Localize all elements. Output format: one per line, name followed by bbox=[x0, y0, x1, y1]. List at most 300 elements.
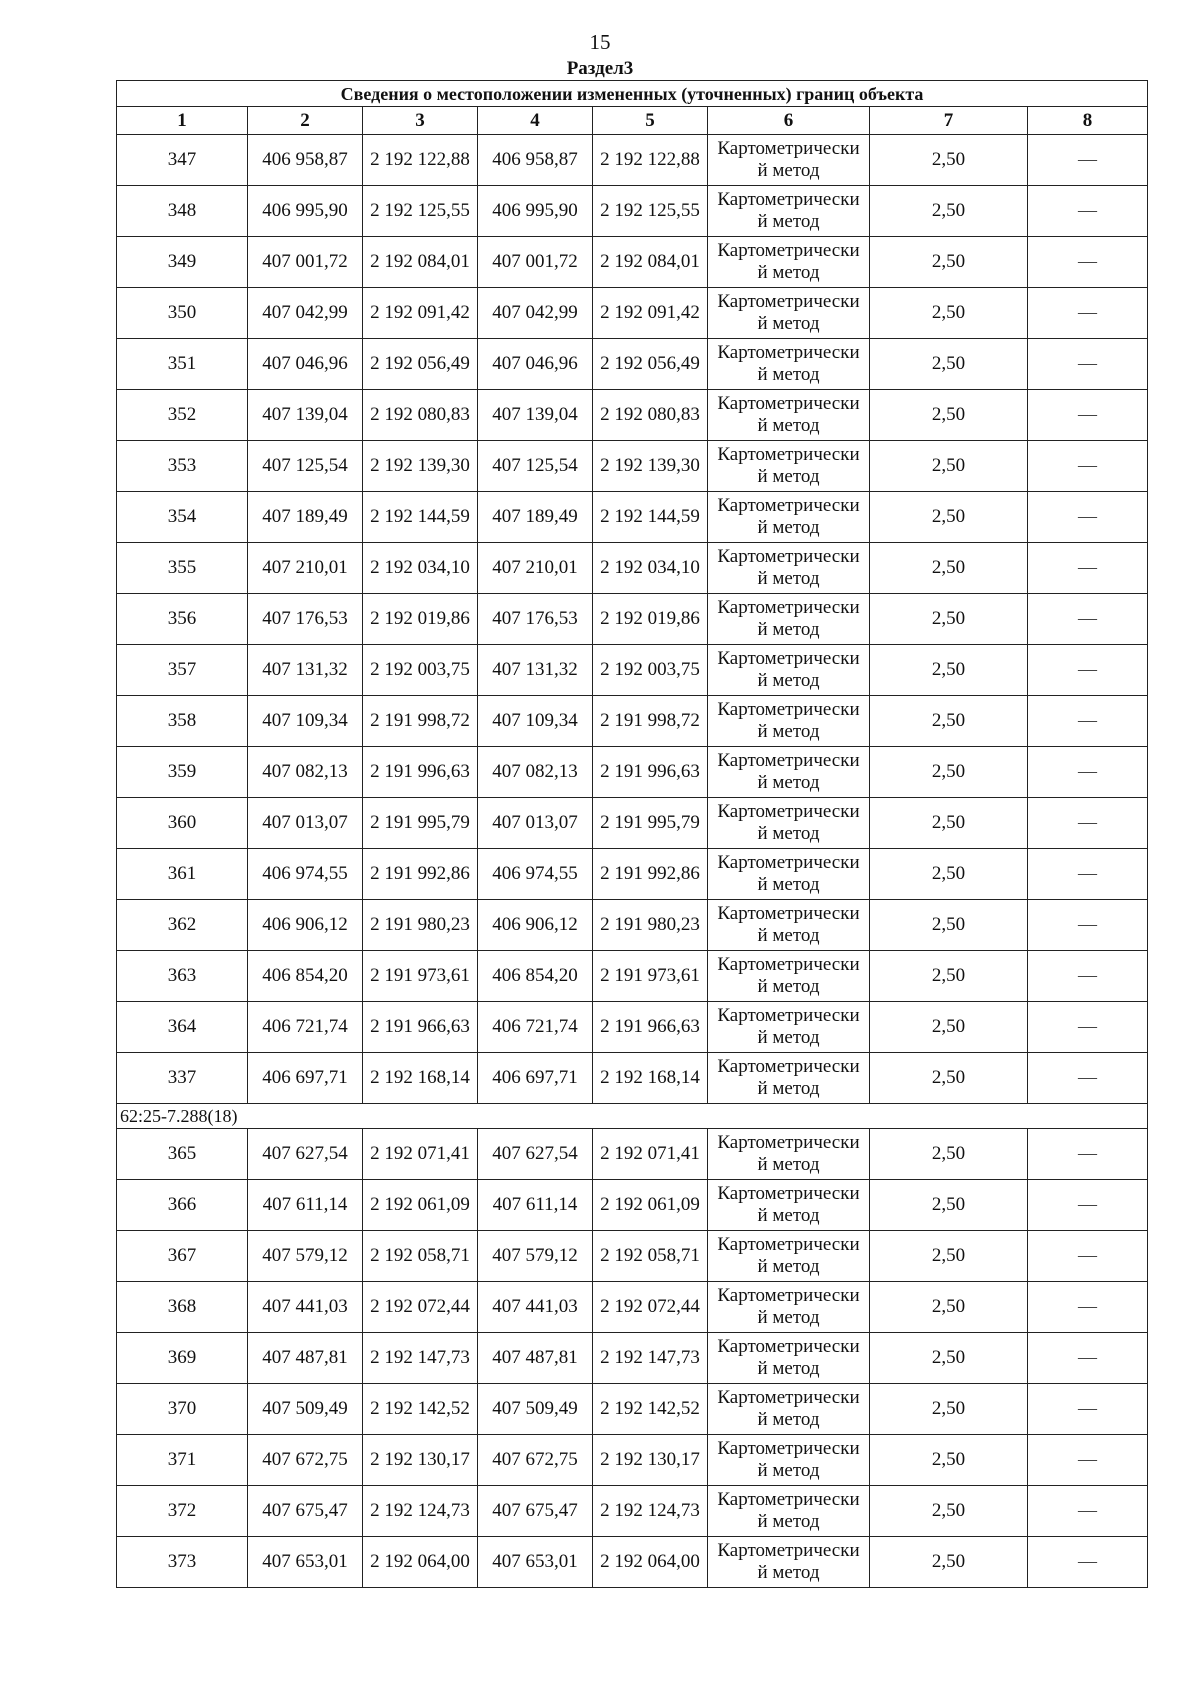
x-old-cell: 407 131,32 bbox=[248, 645, 363, 696]
method-text-line2: й метод bbox=[757, 466, 820, 487]
method-text-line1: Картометрически bbox=[717, 1336, 860, 1357]
y-old-cell: 2 191 980,23 bbox=[363, 900, 478, 951]
column-number: 1 bbox=[117, 107, 248, 135]
point-number-cell: 372 bbox=[117, 1486, 248, 1537]
method-cell bbox=[708, 1537, 870, 1588]
x-old-cell: 407 109,34 bbox=[248, 696, 363, 747]
x-old-cell: 406 995,90 bbox=[248, 186, 363, 237]
accuracy-cell: 2,50 bbox=[870, 1537, 1028, 1588]
x-new-cell: 407 627,54 bbox=[478, 1129, 593, 1180]
table-row bbox=[117, 339, 1148, 390]
y-new-cell: 2 192 147,73 bbox=[593, 1333, 708, 1384]
x-old-cell: 407 189,49 bbox=[248, 492, 363, 543]
method-cell bbox=[708, 849, 870, 900]
x-new-cell: 406 854,20 bbox=[478, 951, 593, 1002]
method-cell bbox=[708, 1231, 870, 1282]
x-old-cell: 407 013,07 bbox=[248, 798, 363, 849]
method-text-line2: й метод bbox=[757, 1409, 820, 1430]
x-old-cell: 407 046,96 bbox=[248, 339, 363, 390]
x-old-cell: 406 974,55 bbox=[248, 849, 363, 900]
table-row bbox=[117, 1129, 1148, 1180]
accuracy-cell: 2,50 bbox=[870, 1231, 1028, 1282]
y-old-cell: 2 192 142,52 bbox=[363, 1384, 478, 1435]
column8-dash-cell: — bbox=[1028, 135, 1148, 186]
x-new-cell: 407 675,47 bbox=[478, 1486, 593, 1537]
table-row bbox=[117, 441, 1148, 492]
point-number-cell: 354 bbox=[117, 492, 248, 543]
method-text-line1: Картометрически bbox=[717, 1132, 860, 1153]
y-new-cell: 2 191 995,79 bbox=[593, 798, 708, 849]
method-text-line2: й метод bbox=[757, 160, 820, 181]
table-row bbox=[117, 1180, 1148, 1231]
x-old-cell: 406 721,74 bbox=[248, 1002, 363, 1053]
method-text-line1: Картометрически bbox=[717, 495, 860, 516]
page-number: 15 bbox=[589, 30, 611, 54]
accuracy-cell: 2,50 bbox=[870, 951, 1028, 1002]
y-new-cell: 2 192 080,83 bbox=[593, 390, 708, 441]
table-row bbox=[117, 1053, 1148, 1104]
method-text-line1: Картометрически bbox=[717, 1438, 860, 1459]
column8-dash-cell: — bbox=[1028, 645, 1148, 696]
x-old-cell: 407 001,72 bbox=[248, 237, 363, 288]
method-text-line2: й метод bbox=[757, 1205, 820, 1226]
column-number: 3 bbox=[363, 107, 478, 135]
accuracy-cell: 2,50 bbox=[870, 492, 1028, 543]
accuracy-cell: 2,50 bbox=[870, 390, 1028, 441]
x-new-cell: 407 441,03 bbox=[478, 1282, 593, 1333]
y-old-cell: 2 192 056,49 bbox=[363, 339, 478, 390]
y-old-cell: 2 191 966,63 bbox=[363, 1002, 478, 1053]
method-text-line1: Картометрически bbox=[717, 546, 860, 567]
table-row bbox=[117, 1384, 1148, 1435]
y-new-cell: 2 191 966,63 bbox=[593, 1002, 708, 1053]
table-caption-row bbox=[117, 81, 1148, 107]
method-cell bbox=[708, 1333, 870, 1384]
y-old-cell: 2 191 973,61 bbox=[363, 951, 478, 1002]
point-number-cell: 368 bbox=[117, 1282, 248, 1333]
x-old-cell: 407 653,01 bbox=[248, 1537, 363, 1588]
column8-dash-cell: — bbox=[1028, 1333, 1148, 1384]
method-text-line2: й метод bbox=[757, 1511, 820, 1532]
point-number-cell: 353 bbox=[117, 441, 248, 492]
column8-dash-cell: — bbox=[1028, 696, 1148, 747]
method-text-line2: й метод bbox=[757, 1562, 820, 1583]
accuracy-cell: 2,50 bbox=[870, 1384, 1028, 1435]
x-new-cell: 407 487,81 bbox=[478, 1333, 593, 1384]
y-old-cell: 2 192 061,09 bbox=[363, 1180, 478, 1231]
y-old-cell: 2 192 147,73 bbox=[363, 1333, 478, 1384]
method-cell bbox=[708, 390, 870, 441]
method-cell bbox=[708, 543, 870, 594]
column8-dash-cell: — bbox=[1028, 1231, 1148, 1282]
y-old-cell: 2 192 080,83 bbox=[363, 390, 478, 441]
y-new-cell: 2 192 056,49 bbox=[593, 339, 708, 390]
point-number-cell: 371 bbox=[117, 1435, 248, 1486]
x-new-cell: 406 974,55 bbox=[478, 849, 593, 900]
method-text-line1: Картометрически bbox=[717, 903, 860, 924]
method-text-line1: Картометрически bbox=[717, 342, 860, 363]
method-cell bbox=[708, 1053, 870, 1104]
method-text-line2: й метод bbox=[757, 1358, 820, 1379]
x-new-cell: 406 697,71 bbox=[478, 1053, 593, 1104]
x-old-cell: 407 579,12 bbox=[248, 1231, 363, 1282]
table-row bbox=[117, 849, 1148, 900]
column-number: 2 bbox=[248, 107, 363, 135]
method-text-line1: Картометрически bbox=[717, 138, 860, 159]
column8-dash-cell: — bbox=[1028, 798, 1148, 849]
parcel-group-row bbox=[117, 1104, 1148, 1129]
column8-dash-cell: — bbox=[1028, 951, 1148, 1002]
method-text-line2: й метод bbox=[757, 874, 820, 895]
table-row bbox=[117, 288, 1148, 339]
method-text-line1: Картометрически bbox=[717, 1234, 860, 1255]
accuracy-cell: 2,50 bbox=[870, 186, 1028, 237]
accuracy-cell: 2,50 bbox=[870, 594, 1028, 645]
point-number-cell: 366 bbox=[117, 1180, 248, 1231]
method-text-line1: Картометрически bbox=[717, 801, 860, 822]
method-text-line2: й метод bbox=[757, 415, 820, 436]
x-new-cell: 407 189,49 bbox=[478, 492, 593, 543]
method-cell bbox=[708, 1180, 870, 1231]
x-new-cell: 407 176,53 bbox=[478, 594, 593, 645]
y-old-cell: 2 191 992,86 bbox=[363, 849, 478, 900]
column8-dash-cell: — bbox=[1028, 1384, 1148, 1435]
method-cell bbox=[708, 339, 870, 390]
method-cell bbox=[708, 1384, 870, 1435]
x-old-cell: 407 627,54 bbox=[248, 1129, 363, 1180]
table-row bbox=[117, 747, 1148, 798]
method-text-line1: Картометрически bbox=[717, 852, 860, 873]
x-new-cell: 407 210,01 bbox=[478, 543, 593, 594]
accuracy-cell: 2,50 bbox=[870, 645, 1028, 696]
y-old-cell: 2 192 130,17 bbox=[363, 1435, 478, 1486]
method-text-line2: й метод bbox=[757, 670, 820, 691]
y-new-cell: 2 192 144,59 bbox=[593, 492, 708, 543]
method-text-line2: й метод bbox=[757, 313, 820, 334]
column8-dash-cell: — bbox=[1028, 237, 1148, 288]
x-old-cell: 406 697,71 bbox=[248, 1053, 363, 1104]
column8-dash-cell: — bbox=[1028, 594, 1148, 645]
method-text-line1: Картометрически bbox=[717, 1056, 860, 1077]
x-new-cell: 407 653,01 bbox=[478, 1537, 593, 1588]
y-old-cell: 2 192 084,01 bbox=[363, 237, 478, 288]
x-old-cell: 407 139,04 bbox=[248, 390, 363, 441]
accuracy-cell: 2,50 bbox=[870, 1435, 1028, 1486]
method-text-line2: й метод bbox=[757, 1078, 820, 1099]
method-text-line2: й метод bbox=[757, 976, 820, 997]
method-text-line2: й метод bbox=[757, 925, 820, 946]
y-new-cell: 2 192 168,14 bbox=[593, 1053, 708, 1104]
column-number: 6 bbox=[708, 107, 870, 135]
table-row bbox=[117, 1002, 1148, 1053]
method-text-line2: й метод bbox=[757, 1307, 820, 1328]
point-number-cell: 359 bbox=[117, 747, 248, 798]
boundary-coordinates-table bbox=[116, 80, 1148, 1588]
x-new-cell: 407 672,75 bbox=[478, 1435, 593, 1486]
method-cell bbox=[708, 747, 870, 798]
x-new-cell: 407 139,04 bbox=[478, 390, 593, 441]
accuracy-cell: 2,50 bbox=[870, 849, 1028, 900]
x-new-cell: 407 082,13 bbox=[478, 747, 593, 798]
column8-dash-cell: — bbox=[1028, 1053, 1148, 1104]
column8-dash-cell: — bbox=[1028, 1435, 1148, 1486]
method-cell bbox=[708, 1282, 870, 1333]
column8-dash-cell: — bbox=[1028, 288, 1148, 339]
point-number-cell: 337 bbox=[117, 1053, 248, 1104]
column8-dash-cell: — bbox=[1028, 900, 1148, 951]
method-text-line1: Картометрически bbox=[717, 291, 860, 312]
y-new-cell: 2 191 996,63 bbox=[593, 747, 708, 798]
y-new-cell: 2 191 992,86 bbox=[593, 849, 708, 900]
x-new-cell: 407 131,32 bbox=[478, 645, 593, 696]
y-old-cell: 2 192 144,59 bbox=[363, 492, 478, 543]
y-new-cell: 2 192 019,86 bbox=[593, 594, 708, 645]
y-old-cell: 2 192 019,86 bbox=[363, 594, 478, 645]
y-new-cell: 2 192 125,55 bbox=[593, 186, 708, 237]
point-number-cell: 349 bbox=[117, 237, 248, 288]
point-number-cell: 355 bbox=[117, 543, 248, 594]
y-old-cell: 2 192 064,00 bbox=[363, 1537, 478, 1588]
accuracy-cell: 2,50 bbox=[870, 900, 1028, 951]
y-old-cell: 2 191 995,79 bbox=[363, 798, 478, 849]
x-old-cell: 407 210,01 bbox=[248, 543, 363, 594]
x-new-cell: 407 509,49 bbox=[478, 1384, 593, 1435]
column-number: 5 bbox=[593, 107, 708, 135]
x-new-cell: 407 611,14 bbox=[478, 1180, 593, 1231]
point-number-cell: 365 bbox=[117, 1129, 248, 1180]
accuracy-cell: 2,50 bbox=[870, 288, 1028, 339]
y-new-cell: 2 192 124,73 bbox=[593, 1486, 708, 1537]
y-new-cell: 2 191 973,61 bbox=[593, 951, 708, 1002]
method-cell bbox=[708, 288, 870, 339]
x-new-cell: 407 046,96 bbox=[478, 339, 593, 390]
x-new-cell: 407 001,72 bbox=[478, 237, 593, 288]
method-cell bbox=[708, 594, 870, 645]
table-row bbox=[117, 492, 1148, 543]
x-new-cell: 407 125,54 bbox=[478, 441, 593, 492]
table-row bbox=[117, 1231, 1148, 1282]
method-text-line1: Картометрически bbox=[717, 240, 860, 261]
method-text-line2: й метод bbox=[757, 1256, 820, 1277]
method-text-line1: Картометрически bbox=[717, 648, 860, 669]
x-old-cell: 407 441,03 bbox=[248, 1282, 363, 1333]
table-row bbox=[117, 1486, 1148, 1537]
x-old-cell: 407 125,54 bbox=[248, 441, 363, 492]
column-number: 7 bbox=[870, 107, 1028, 135]
point-number-cell: 364 bbox=[117, 1002, 248, 1053]
table-row bbox=[117, 1333, 1148, 1384]
y-old-cell: 2 192 071,41 bbox=[363, 1129, 478, 1180]
method-text-line2: й метод bbox=[757, 1027, 820, 1048]
column8-dash-cell: — bbox=[1028, 1537, 1148, 1588]
column8-dash-cell: — bbox=[1028, 1282, 1148, 1333]
point-number-cell: 369 bbox=[117, 1333, 248, 1384]
y-old-cell: 2 192 003,75 bbox=[363, 645, 478, 696]
table-row bbox=[117, 645, 1148, 696]
x-old-cell: 406 854,20 bbox=[248, 951, 363, 1002]
accuracy-cell: 2,50 bbox=[870, 1129, 1028, 1180]
y-old-cell: 2 192 058,71 bbox=[363, 1231, 478, 1282]
method-text-line1: Картометрически bbox=[717, 1183, 860, 1204]
y-new-cell: 2 192 091,42 bbox=[593, 288, 708, 339]
method-cell bbox=[708, 1435, 870, 1486]
point-number-cell: 348 bbox=[117, 186, 248, 237]
column8-dash-cell: — bbox=[1028, 390, 1148, 441]
accuracy-cell: 2,50 bbox=[870, 339, 1028, 390]
column8-dash-cell: — bbox=[1028, 747, 1148, 798]
y-new-cell: 2 191 980,23 bbox=[593, 900, 708, 951]
method-cell bbox=[708, 492, 870, 543]
table-row bbox=[117, 900, 1148, 951]
accuracy-cell: 2,50 bbox=[870, 798, 1028, 849]
x-old-cell: 406 906,12 bbox=[248, 900, 363, 951]
method-text-line1: Картометрически bbox=[717, 189, 860, 210]
method-text-line2: й метод bbox=[757, 772, 820, 793]
column8-dash-cell: — bbox=[1028, 1180, 1148, 1231]
table-row bbox=[117, 1282, 1148, 1333]
column8-dash-cell: — bbox=[1028, 849, 1148, 900]
method-text-line2: й метод bbox=[757, 262, 820, 283]
x-old-cell: 407 487,81 bbox=[248, 1333, 363, 1384]
method-text-line1: Картометрически bbox=[717, 1285, 860, 1306]
y-old-cell: 2 191 996,63 bbox=[363, 747, 478, 798]
point-number-cell: 358 bbox=[117, 696, 248, 747]
y-new-cell: 2 192 142,52 bbox=[593, 1384, 708, 1435]
x-new-cell: 407 579,12 bbox=[478, 1231, 593, 1282]
method-cell bbox=[708, 951, 870, 1002]
y-new-cell: 2 192 064,00 bbox=[593, 1537, 708, 1588]
table-row bbox=[117, 696, 1148, 747]
table-body bbox=[117, 81, 1148, 1588]
method-text-line2: й метод bbox=[757, 1154, 820, 1175]
column-number: 4 bbox=[478, 107, 593, 135]
table-row bbox=[117, 594, 1148, 645]
parcel-number-label: 62:25-7.288(18) bbox=[117, 1104, 1148, 1129]
accuracy-cell: 2,50 bbox=[870, 696, 1028, 747]
point-number-cell: 350 bbox=[117, 288, 248, 339]
method-text-line1: Картометрически bbox=[717, 393, 860, 414]
accuracy-cell: 2,50 bbox=[870, 1486, 1028, 1537]
x-new-cell: 406 906,12 bbox=[478, 900, 593, 951]
point-number-cell: 373 bbox=[117, 1537, 248, 1588]
column8-dash-cell: — bbox=[1028, 492, 1148, 543]
column8-dash-cell: — bbox=[1028, 1002, 1148, 1053]
method-cell bbox=[708, 645, 870, 696]
y-new-cell: 2 191 998,72 bbox=[593, 696, 708, 747]
accuracy-cell: 2,50 bbox=[870, 237, 1028, 288]
point-number-cell: 352 bbox=[117, 390, 248, 441]
method-cell bbox=[708, 186, 870, 237]
method-cell bbox=[708, 1486, 870, 1537]
table-row bbox=[117, 237, 1148, 288]
point-number-cell: 347 bbox=[117, 135, 248, 186]
point-number-cell: 370 bbox=[117, 1384, 248, 1435]
accuracy-cell: 2,50 bbox=[870, 1333, 1028, 1384]
method-text-line1: Картометрически bbox=[717, 444, 860, 465]
table-caption: Сведения о местоположении измененных (уточненных) границ объекта bbox=[117, 81, 1148, 107]
x-old-cell: 407 675,47 bbox=[248, 1486, 363, 1537]
table-row bbox=[117, 951, 1148, 1002]
method-text-line1: Картометрически bbox=[717, 1005, 860, 1026]
point-number-cell: 362 bbox=[117, 900, 248, 951]
x-old-cell: 407 509,49 bbox=[248, 1384, 363, 1435]
accuracy-cell: 2,50 bbox=[870, 1053, 1028, 1104]
column8-dash-cell: — bbox=[1028, 186, 1148, 237]
column-number: 8 bbox=[1028, 107, 1148, 135]
table-row bbox=[117, 390, 1148, 441]
point-number-cell: 363 bbox=[117, 951, 248, 1002]
y-new-cell: 2 192 122,88 bbox=[593, 135, 708, 186]
x-old-cell: 407 176,53 bbox=[248, 594, 363, 645]
y-old-cell: 2 192 124,73 bbox=[363, 1486, 478, 1537]
method-text-line2: й метод bbox=[757, 568, 820, 589]
method-cell bbox=[708, 900, 870, 951]
method-text-line1: Картометрически bbox=[717, 1387, 860, 1408]
accuracy-cell: 2,50 bbox=[870, 543, 1028, 594]
point-number-cell: 351 bbox=[117, 339, 248, 390]
x-old-cell: 407 672,75 bbox=[248, 1435, 363, 1486]
method-cell bbox=[708, 798, 870, 849]
x-new-cell: 407 013,07 bbox=[478, 798, 593, 849]
y-old-cell: 2 192 091,42 bbox=[363, 288, 478, 339]
table-row bbox=[117, 798, 1148, 849]
table-row bbox=[117, 543, 1148, 594]
method-cell bbox=[708, 237, 870, 288]
y-new-cell: 2 192 084,01 bbox=[593, 237, 708, 288]
method-text-line1: Картометрически bbox=[717, 1540, 860, 1561]
accuracy-cell: 2,50 bbox=[870, 1282, 1028, 1333]
column8-dash-cell: — bbox=[1028, 543, 1148, 594]
y-new-cell: 2 192 003,75 bbox=[593, 645, 708, 696]
x-new-cell: 407 042,99 bbox=[478, 288, 593, 339]
column8-dash-cell: — bbox=[1028, 1486, 1148, 1537]
point-number-cell: 356 bbox=[117, 594, 248, 645]
method-text-line2: й метод bbox=[757, 823, 820, 844]
method-text-line1: Картометрически bbox=[717, 699, 860, 720]
table-row bbox=[117, 186, 1148, 237]
table-row bbox=[117, 135, 1148, 186]
method-text-line1: Картометрически bbox=[717, 1489, 860, 1510]
x-old-cell: 407 611,14 bbox=[248, 1180, 363, 1231]
y-old-cell: 2 192 125,55 bbox=[363, 186, 478, 237]
method-text-line2: й метод bbox=[757, 1460, 820, 1481]
column8-dash-cell: — bbox=[1028, 441, 1148, 492]
method-cell bbox=[708, 696, 870, 747]
column8-dash-cell: — bbox=[1028, 1129, 1148, 1180]
y-new-cell: 2 192 139,30 bbox=[593, 441, 708, 492]
section-title: Раздел3 bbox=[566, 58, 634, 79]
y-old-cell: 2 191 998,72 bbox=[363, 696, 478, 747]
x-new-cell: 407 109,34 bbox=[478, 696, 593, 747]
table-row bbox=[117, 1537, 1148, 1588]
x-old-cell: 406 958,87 bbox=[248, 135, 363, 186]
method-text-line1: Картометрически bbox=[717, 597, 860, 618]
method-text-line1: Картометрически bbox=[717, 750, 860, 771]
y-new-cell: 2 192 061,09 bbox=[593, 1180, 708, 1231]
x-old-cell: 407 082,13 bbox=[248, 747, 363, 798]
accuracy-cell: 2,50 bbox=[870, 1002, 1028, 1053]
point-number-cell: 361 bbox=[117, 849, 248, 900]
method-cell bbox=[708, 1002, 870, 1053]
y-new-cell: 2 192 058,71 bbox=[593, 1231, 708, 1282]
accuracy-cell: 2,50 bbox=[870, 135, 1028, 186]
method-text-line2: й метод bbox=[757, 721, 820, 742]
point-number-cell: 357 bbox=[117, 645, 248, 696]
y-new-cell: 2 192 072,44 bbox=[593, 1282, 708, 1333]
method-text-line1: Картометрически bbox=[717, 954, 860, 975]
accuracy-cell: 2,50 bbox=[870, 441, 1028, 492]
x-old-cell: 407 042,99 bbox=[248, 288, 363, 339]
